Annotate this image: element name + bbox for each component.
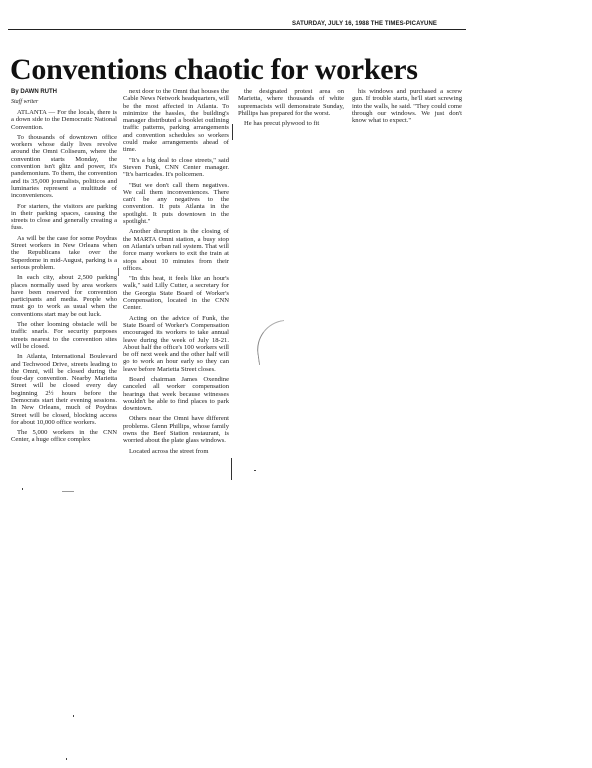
article-paragraph: "But we don't call them negatives. We call them inconveniences. There can't be any negatives to the convention. It puts Atlanta in the spotlight. It puts downtown in the spotlight." [123,181,229,226]
article-paragraph: As will be the case for some Poydras Street workers in New Orleans when the Republicans take over the Superdome in mid-August, parking is a serious problem. [11,234,117,271]
article-paragraph: The 5,000 workers in the CNN Center, a huge office complex [11,429,117,444]
article-paragraph: "In this heat, it feels like an hour's walk," said Lilly Cutter, a secretary for the Georgia State Board of Worker's Compensation, located in the CNN Center. [123,275,229,312]
column-1-body [11,109,117,444]
article-column-3 [238,88,344,130]
article-column-1 [11,89,117,447]
article-paragraph: his windows and purchased a screw gun. If trouble starts, he'll start screwing into the walls, he said. "They could come through our windows. We just don't know what to expect." [352,88,462,125]
article-paragraph: He has precut plywood to fit [244,120,320,128]
scan-mark-arc [253,320,289,365]
column-3-body [238,88,344,127]
article-paragraph: Acting on the advice of Funk, the State Board of Worker's Compensation encouraged its workers to take annual leave during the week of July 18-21. About half the office's 100 workers will be off next week and the other half will go to work an hour early so they can leave before Marietta Street closes. [123,314,229,373]
article-paragraph: Others near the Omni have different problems. Glenn Phillips, whose family owns the Beef Station restaurant, is worried about the plate glass windows. [123,415,229,445]
scan-speck [254,470,256,471]
column-rule-2-3 [232,124,233,140]
headline: Conventions chaotic for workers [10,53,418,86]
dateline: SATURDAY, JULY 16, 1988 THE TIMES-PICAYUNE [292,21,438,27]
article-column-4 [352,88,462,127]
byline-role: Staff writer [11,99,39,105]
article-paragraph: ATLANTA — For the locals, there is a down side to the Democratic National Convention. [11,109,117,131]
article-paragraph: To thousands of downtown office workers whose daily lives revolve around the Omni Coliseum, where the convention starts Monday, the convention isn't glitz and power, it's pandemonium. To them, the convention and its 35,000 journalists, politicos and luminaries represent a multitude of inconveniences. [11,133,117,200]
byline-name: By DAWN RUTH [11,89,57,95]
article-column-2 [123,88,229,458]
article-paragraph: In Atlanta, International Boulevard and Techwood Drive, streets leading to the Omni, will be closed during the four-day convention. Nearby Marietta Street will be closed every day beginning 2½ hours before the Democrats start their evening sessions. In New Orleans, much of Poydras Street will be closed, blocking access for about 10,000 office workers. [11,353,117,426]
scan-speck [62,491,74,492]
column-rule-1-2 [118,268,119,276]
column-rule-2-3-lower [231,458,232,480]
article-paragraph: In each city, about 2,500 parking places normally used by area workers have been reserved for convention participants and media. People who must go to work as usual when the conventions start may be out luck. [11,274,117,318]
article-paragraph: Board chairman James Oxendine canceled all worker compensation hearings that week because witnesses wouldn't be able to find places to park downtown. [123,375,229,413]
article-paragraph: "It's a big deal to close streets," said Steven Funk, CNN Center manager. "It's barricades. It's policemen. [123,156,229,179]
article-paragraph: Another disruption is the closing of the MARTA Omni station, a busy stop on Atlanta's urban rail system. That will force many workers to exit the train at stops about 10 minutes from their offices. [123,228,229,272]
column-2-body [123,88,229,455]
scan-speck [66,758,67,760]
scan-speck [22,488,23,490]
top-rule [8,29,466,30]
article-paragraph: next door to the Omni that houses the Cable News Network headquarters, will be the most affected in Atlanta. To minimize the hassles, the building's manager distributed a booklet outlining traffic patterns, parking arrangements and convention schedules so workers could make arrangements ahead of time. [123,88,229,154]
article-paragraph: For starters, the visitors are parking in their parking spaces, causing the streets to close and generally creating a fuss. [11,202,117,232]
column-4-body [352,88,462,124]
article-paragraph: The other looming obstacle will be traffic snarls. For security purposes streets nearest to the convention sites will be closed. [11,321,117,350]
article-paragraph: Located across the street from [129,447,209,455]
article-paragraph: the designated protest area on Marietta, where thousands of white supremacists will demonstrate Sunday, Phillips has prepared for the worst. [238,88,344,117]
scan-speck [73,715,74,717]
